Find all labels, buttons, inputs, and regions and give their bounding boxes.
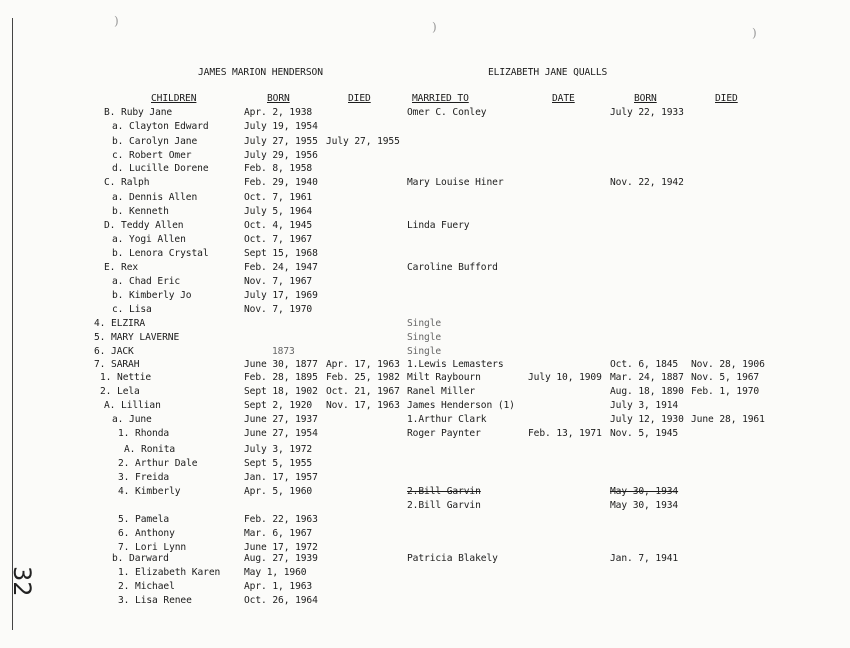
born-date: Sept 2, 1920 bbox=[244, 400, 313, 411]
born-date: Jan. 17, 1957 bbox=[244, 472, 318, 483]
child-name: 5. Pamela bbox=[118, 514, 170, 525]
child-name: 3. Freida bbox=[118, 472, 170, 483]
column-header-spouse-born: BORN bbox=[634, 93, 657, 104]
scan-mark: ) bbox=[432, 20, 437, 34]
born-date: July 19, 1954 bbox=[244, 121, 318, 132]
married-to: Ranel Miller bbox=[407, 386, 476, 397]
child-name: b. Kenneth bbox=[112, 206, 169, 217]
born-date: Aug. 27, 1939 bbox=[244, 553, 318, 564]
spouse-born: July 22, 1933 bbox=[610, 107, 684, 118]
born-date: Apr. 1, 1963 bbox=[244, 581, 313, 592]
born-date: Nov. 7, 1967 bbox=[244, 276, 313, 287]
child-name: 2. Michael bbox=[118, 581, 175, 592]
column-header-spouse-died: DIED bbox=[715, 93, 738, 104]
child-name: C. Ralph bbox=[104, 177, 150, 188]
child-name: c. Robert Omer bbox=[112, 150, 192, 161]
born-date: Feb. 8, 1958 bbox=[244, 163, 313, 174]
married-to: 2.Bill Garvin bbox=[407, 500, 481, 511]
column-header-date: DATE bbox=[552, 93, 575, 104]
child-name: 7. SARAH bbox=[94, 359, 140, 370]
child-name: a. June bbox=[112, 414, 152, 425]
married-to: Mary Louise Hiner bbox=[407, 177, 504, 188]
died-date: Apr. 17, 1963 bbox=[326, 359, 400, 370]
born-date: Oct. 4, 1945 bbox=[244, 220, 313, 231]
column-header-married-to: MARRIED TO bbox=[412, 93, 469, 104]
father-name: JAMES MARION HENDERSON bbox=[198, 67, 323, 78]
born-date: Feb. 28, 1895 bbox=[244, 372, 318, 383]
born-date: Apr. 2, 1938 bbox=[244, 107, 313, 118]
born-date: Nov. 7, 1970 bbox=[244, 304, 313, 315]
child-name: a. Chad Eric bbox=[112, 276, 181, 287]
died-date: Nov. 17, 1963 bbox=[326, 400, 400, 411]
married-to: Patricia Blakely bbox=[407, 553, 498, 564]
married-to: Roger Paynter bbox=[407, 428, 481, 439]
child-name: 1. Elizabeth Karen bbox=[118, 567, 221, 578]
born-date: July 5, 1964 bbox=[244, 206, 313, 217]
married-to: Single bbox=[407, 346, 442, 357]
child-name: E. Rex bbox=[104, 262, 139, 273]
scan-mark: ) bbox=[114, 14, 119, 28]
column-header-died: DIED bbox=[348, 93, 371, 104]
child-name: b. Carolyn Jane bbox=[112, 136, 198, 147]
child-name: a. Dennis Allen bbox=[112, 192, 198, 203]
married-to: 1.Lewis Lemasters bbox=[407, 359, 504, 370]
born-date: July 3, 1972 bbox=[244, 444, 313, 455]
spouse-born: Nov. 22, 1942 bbox=[610, 177, 684, 188]
page-number: 32 bbox=[8, 566, 36, 597]
born-date: Sept 15, 1968 bbox=[244, 248, 318, 259]
child-name: 1. Rhonda bbox=[118, 428, 170, 439]
died-date: Feb. 25, 1982 bbox=[326, 372, 400, 383]
child-name: a. Clayton Edward bbox=[112, 121, 209, 132]
child-name: 5. MARY LAVERNE bbox=[94, 332, 180, 343]
born-date: June 30, 1877 bbox=[244, 359, 318, 370]
child-name: 2. Lela bbox=[100, 386, 140, 397]
column-header-born: BORN bbox=[267, 93, 290, 104]
spouse-born: Nov. 5, 1945 bbox=[610, 428, 679, 439]
child-name: A. Ronita bbox=[124, 444, 176, 455]
spouse-died: June 28, 1961 bbox=[691, 414, 765, 425]
spouse-died: Nov. 5, 1967 bbox=[691, 372, 760, 383]
born-date: Oct. 7, 1961 bbox=[244, 192, 313, 203]
child-name: d. Lucille Dorene bbox=[112, 163, 209, 174]
child-name: 2. Arthur Dale bbox=[118, 458, 198, 469]
married-to: Milt Raybourn bbox=[407, 372, 481, 383]
spouse-born: Mar. 24, 1887 bbox=[610, 372, 684, 383]
child-name: D. Teddy Allen bbox=[104, 220, 184, 231]
married-to: Caroline Bufford bbox=[407, 262, 498, 273]
born-date: Mar. 6, 1967 bbox=[244, 528, 313, 539]
spouse-died: Nov. 28, 1906 bbox=[691, 359, 765, 370]
spouse-born: July 12, 1930 bbox=[610, 414, 684, 425]
born-date: June 27, 1937 bbox=[244, 414, 318, 425]
child-name: 1. Nettie bbox=[100, 372, 152, 383]
child-name: b. Lenora Crystal bbox=[112, 248, 209, 259]
spouse-born: May 30, 1934 bbox=[610, 500, 679, 511]
spouse-born: July 3, 1914 bbox=[610, 400, 679, 411]
born-date: June 17, 1972 bbox=[244, 542, 318, 553]
born-date: Feb. 29, 1940 bbox=[244, 177, 318, 188]
child-name: A. Lillian bbox=[104, 400, 161, 411]
left-margin-line bbox=[12, 18, 13, 630]
married-to: 1.Arthur Clark bbox=[407, 414, 487, 425]
died-date: July 27, 1955 bbox=[326, 136, 400, 147]
child-name: 7. Lori Lynn bbox=[118, 542, 187, 553]
marriage-date: Feb. 13, 1971 bbox=[528, 428, 602, 439]
mother-name: ELIZABETH JANE QUALLS bbox=[488, 67, 608, 78]
married-to: 2.Bill Garvin bbox=[407, 486, 481, 497]
born-date: Sept 5, 1955 bbox=[244, 458, 313, 469]
born-date: July 27, 1955 bbox=[244, 136, 318, 147]
marriage-date: July 10, 1909 bbox=[528, 372, 602, 383]
child-name: 6. Anthony bbox=[118, 528, 175, 539]
child-name: 3. Lisa Renee bbox=[118, 595, 192, 606]
married-to: Single bbox=[407, 318, 442, 329]
born-date: July 29, 1956 bbox=[244, 150, 318, 161]
child-name: 4. Kimberly bbox=[118, 486, 181, 497]
born-date: Feb. 24, 1947 bbox=[244, 262, 318, 273]
married-to: Linda Fuery bbox=[407, 220, 470, 231]
child-name: c. Lisa bbox=[112, 304, 152, 315]
born-date: Sept 18, 1902 bbox=[244, 386, 318, 397]
born-date: May 1, 1960 bbox=[244, 567, 307, 578]
scan-mark: ) bbox=[752, 26, 757, 40]
married-to: Single bbox=[407, 332, 442, 343]
born-date: Oct. 7, 1967 bbox=[244, 234, 313, 245]
child-name: b. Kimberly Jo bbox=[112, 290, 192, 301]
died-date: Oct. 21, 1967 bbox=[326, 386, 400, 397]
born-date: June 27, 1954 bbox=[244, 428, 318, 439]
spouse-born: Oct. 6, 1845 bbox=[610, 359, 679, 370]
spouse-born: May 30, 1934 bbox=[610, 486, 679, 497]
born-date: 1873 bbox=[272, 346, 295, 357]
column-header-children: CHILDREN bbox=[151, 93, 197, 104]
spouse-born: Aug. 18, 1890 bbox=[610, 386, 684, 397]
child-name: 4. ELZIRA bbox=[94, 318, 146, 329]
born-date: Oct. 26, 1964 bbox=[244, 595, 318, 606]
married-to: Omer C. Conley bbox=[407, 107, 487, 118]
child-name: a. Yogi Allen bbox=[112, 234, 186, 245]
born-date: Apr. 5, 1960 bbox=[244, 486, 313, 497]
spouse-died: Feb. 1, 1970 bbox=[691, 386, 760, 397]
born-date: July 17, 1969 bbox=[244, 290, 318, 301]
born-date: Feb. 22, 1963 bbox=[244, 514, 318, 525]
child-name: b. Darward bbox=[112, 553, 169, 564]
married-to: James Henderson (1) bbox=[407, 400, 515, 411]
child-name: B. Ruby Jane bbox=[104, 107, 173, 118]
child-name: 6. JACK bbox=[94, 346, 134, 357]
spouse-born: Jan. 7, 1941 bbox=[610, 553, 679, 564]
